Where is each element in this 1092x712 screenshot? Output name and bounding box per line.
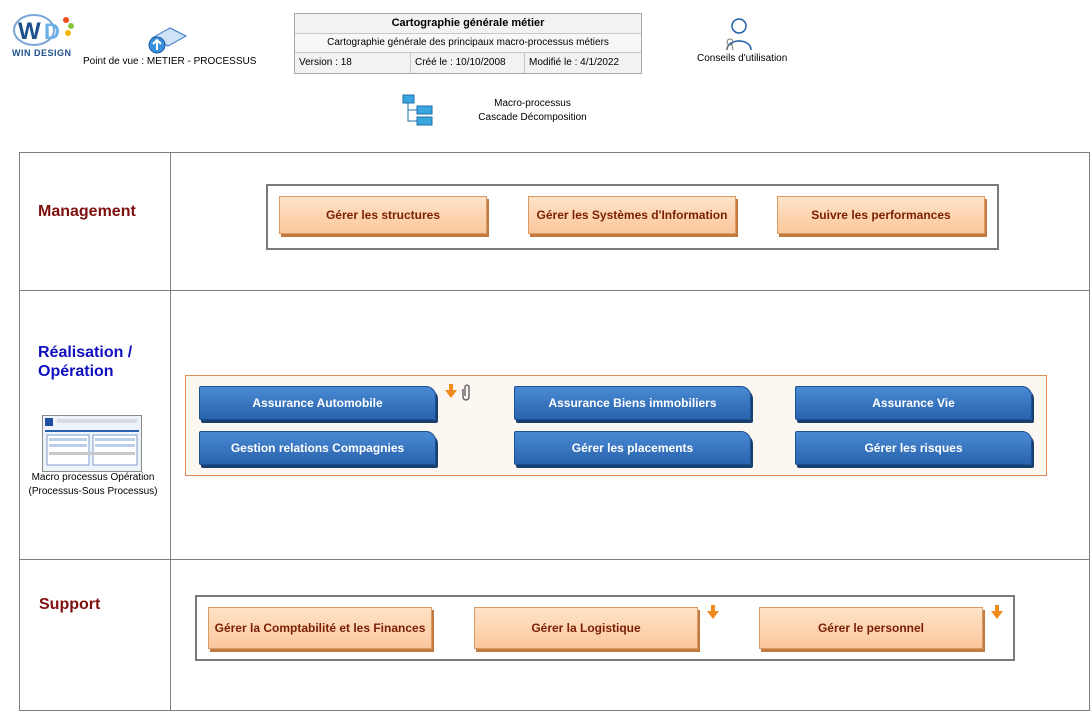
cascade-label[interactable]: Macro-processus Cascade Décomposition xyxy=(478,98,587,123)
down-arrow-icon[interactable] xyxy=(990,605,1004,621)
process-assurance-auto[interactable]: Assurance Automobile xyxy=(199,386,436,420)
process-suivre-performances[interactable]: Suivre les performances xyxy=(777,196,985,234)
process-gerer-personnel[interactable]: Gérer le personnel xyxy=(759,607,983,649)
process-assurance-vie[interactable]: Assurance Vie xyxy=(795,386,1032,420)
created-label: Créé le : 10/10/2008 xyxy=(411,53,525,73)
process-gerer-structures[interactable]: Gérer les structures xyxy=(279,196,487,234)
lane-title-support: Support xyxy=(39,596,101,613)
version-row xyxy=(295,53,641,73)
lane-title-management: Management xyxy=(38,203,136,220)
lane-title-realisation: Réalisation / Opération xyxy=(38,344,133,380)
user-help-icon[interactable] xyxy=(720,16,754,52)
modified-label: Modifié le : 4/1/2022 xyxy=(529,57,620,68)
process-gerer-si[interactable]: Gérer les Systèmes d'Information xyxy=(528,196,736,234)
page-title: Cartographie générale métier xyxy=(295,14,641,34)
page-subtitle: Cartographie générale des principaux macro-processus métiers xyxy=(295,34,641,53)
windesign-logo: W D WIN DESIGN xyxy=(8,10,78,62)
version-label: Version : 18 xyxy=(295,53,411,73)
paperclip-icon[interactable] xyxy=(460,383,472,401)
down-arrow-icon[interactable] xyxy=(444,384,458,400)
process-gerer-placements[interactable]: Gérer les placements xyxy=(514,431,751,465)
help-link[interactable]: Conseils d'utilisation xyxy=(697,53,788,64)
viewpoint-label: Point de vue : METIER - PROCESSUS xyxy=(83,56,257,67)
diagram-title-block xyxy=(294,13,642,74)
process-gerer-risques[interactable]: Gérer les risques xyxy=(795,431,1032,465)
process-gerer-comptabilite[interactable]: Gérer la Comptabilité et les Finances xyxy=(208,607,432,649)
svg-text:W: W xyxy=(18,18,41,45)
upload-icon[interactable] xyxy=(144,24,188,56)
down-arrow-icon[interactable] xyxy=(706,605,720,621)
operation-thumbnail[interactable] xyxy=(42,415,142,472)
thumbnail-caption: Macro processus Opération (Processus-Sous Processus) xyxy=(28,472,158,497)
process-gestion-relations[interactable]: Gestion relations Compagnies xyxy=(199,431,436,465)
process-gerer-logistique[interactable]: Gérer la Logistique xyxy=(474,607,698,649)
svg-text:D: D xyxy=(44,19,60,44)
cascade-icon[interactable] xyxy=(402,94,434,126)
process-assurance-biens[interactable]: Assurance Biens immobiliers xyxy=(514,386,751,420)
